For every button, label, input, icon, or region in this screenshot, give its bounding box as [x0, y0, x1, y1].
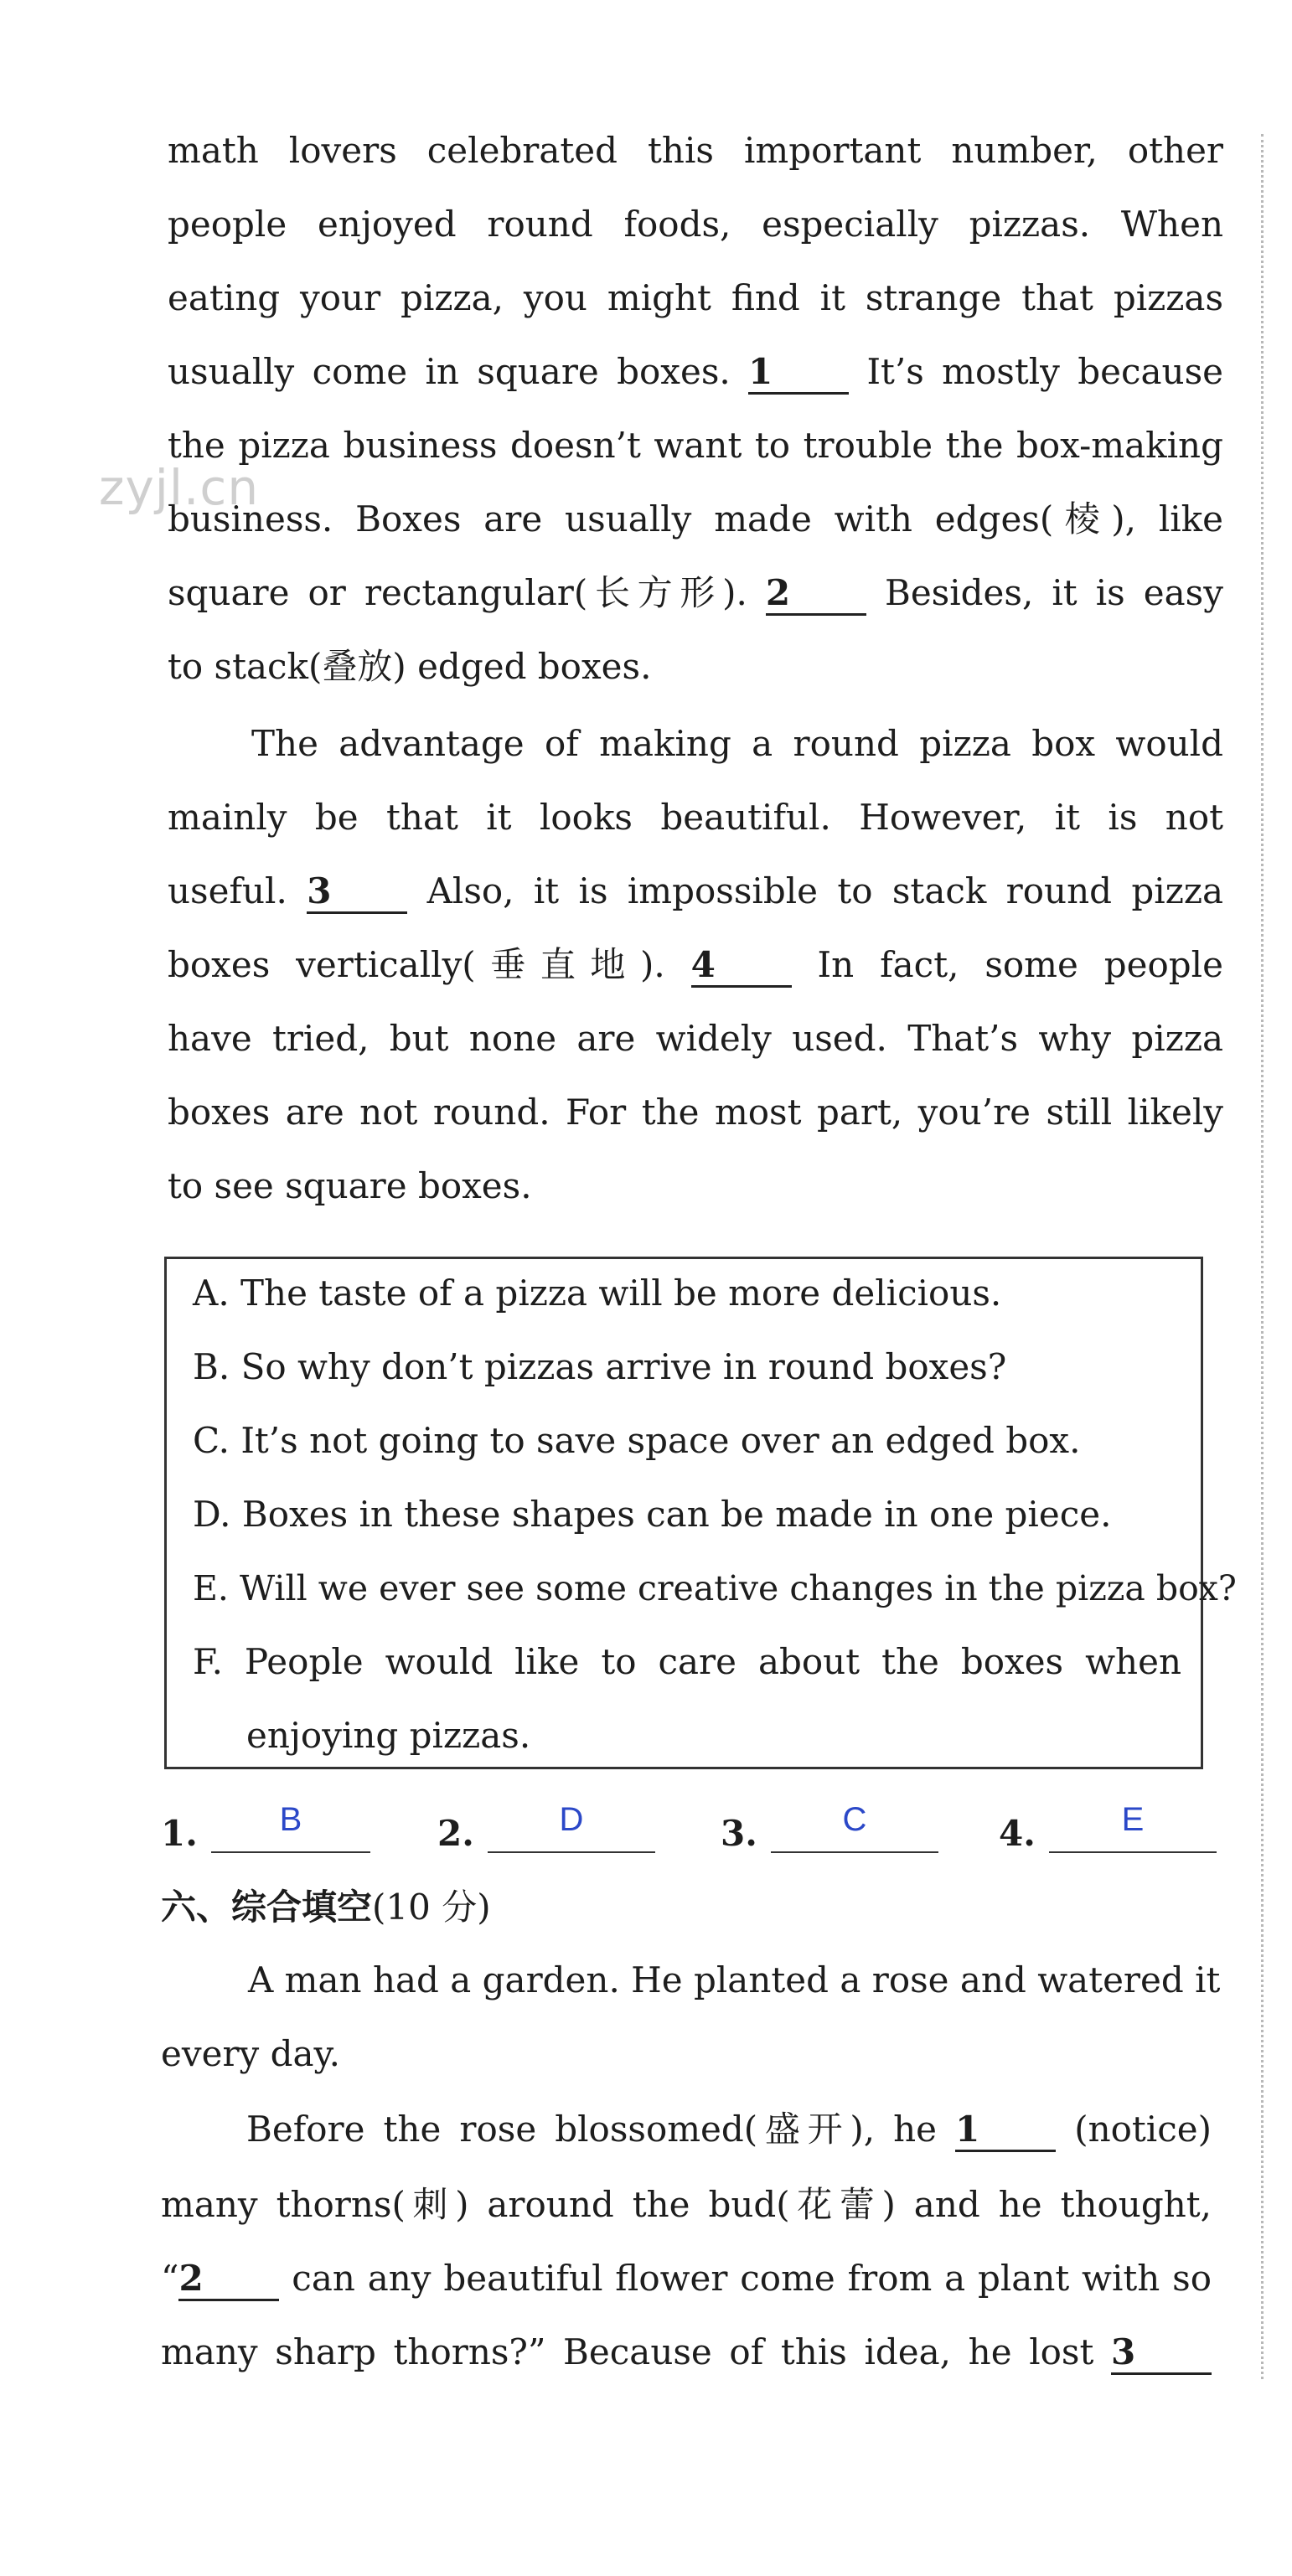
passage1-text: square or rectangular(长方形). — [168, 572, 747, 613]
answer-value[interactable]: E — [1121, 1801, 1145, 1838]
answer-line — [771, 1851, 938, 1853]
option-b: B. So why don’t pizzas arrive in round boxes? — [193, 1346, 1007, 1387]
passage1-line — [168, 348, 1223, 395]
answer-line — [211, 1851, 370, 1853]
passage1-line: math lovers celebrated this important number, other — [168, 130, 1223, 171]
passage2-text: many sharp thorns?” Because of this idea, he lost — [161, 2331, 1094, 2372]
passage2-text: Before the rose blossomed(盛开), he — [246, 2109, 938, 2150]
answer-value[interactable]: C — [842, 1801, 867, 1838]
passage2-line: A man had a garden. He planted a rose and watered it — [248, 1959, 1221, 2000]
passage2-line: many thorns(刺) around the bud(花蕾) and he thought, — [161, 2184, 1212, 2225]
margin-dotted-line — [1261, 134, 1264, 2379]
passage1-line: to see square boxes. — [168, 1165, 532, 1206]
answer-value[interactable]: D — [559, 1801, 584, 1838]
answer-line — [488, 1851, 655, 1853]
passage1-line: business. Boxes are usually made with edges(棱), like — [168, 498, 1223, 539]
passage1-text: usually come in square boxes. — [168, 351, 731, 392]
answer-value[interactable]: B — [279, 1801, 302, 1838]
answer-number: 4. — [999, 1813, 1036, 1854]
option-f-continued: enjoying pizzas. — [246, 1715, 531, 1756]
passage1-line: eating your pizza, you might find it strange that pizzas — [168, 277, 1223, 318]
passage2-line — [246, 2106, 1212, 2153]
passage1-text: boxes vertically(垂直地). — [168, 944, 665, 985]
passage1-line: boxes are not round. For the most part, you’re still likely — [168, 1092, 1223, 1133]
answer-line — [1049, 1851, 1217, 1853]
section-title-text: 六、综合填空 — [161, 1887, 373, 1928]
passage1-line: mainly be that it looks beautiful. However, it is not — [168, 797, 1223, 838]
answer-number: 1. — [161, 1813, 198, 1854]
answer-1 — [161, 1801, 379, 1855]
passage1-line: people enjoyed round foods, especially pizzas. When — [168, 204, 1223, 245]
blank-3[interactable]: 3 — [307, 871, 407, 914]
passage1-line: the pizza business doesn’t want to trouble the box-making — [168, 425, 1223, 466]
passage1-text: useful. — [168, 870, 287, 911]
answer-2 — [437, 1801, 655, 1855]
option-a: A. The taste of a pizza will be more delicious. — [193, 1273, 1002, 1314]
blank-1[interactable]: 1 — [955, 2109, 1056, 2152]
passage1-line: have tried, but none are widely used. That’s why pizza — [168, 1018, 1223, 1059]
blank-2[interactable]: 2 — [766, 573, 866, 616]
answer-number: 3. — [721, 1813, 757, 1854]
answer-number: 2. — [437, 1813, 474, 1854]
passage1-line — [168, 942, 1223, 989]
section-title — [161, 1880, 491, 1930]
passage2-line — [161, 2255, 1212, 2302]
passage2-text: “ — [161, 2258, 179, 2299]
passage2-text: can any beautiful flower come from a plant with so — [292, 2258, 1212, 2299]
passage1-text: In fact, some people — [817, 944, 1223, 985]
passage1-line — [168, 570, 1223, 617]
answer-4 — [999, 1801, 1217, 1855]
passage2-text: (notice) — [1074, 2109, 1212, 2150]
passage1-text: It’s mostly because — [866, 351, 1223, 392]
passage1-line: to stack(叠放) edged boxes. — [168, 646, 652, 687]
passage1-line — [168, 868, 1223, 915]
answer-row — [161, 1801, 1217, 1860]
option-e: E. Will we ever see some creative changes in the pizza box? — [193, 1568, 1237, 1608]
blank-1[interactable]: 1 — [748, 352, 849, 395]
blank-4[interactable]: 4 — [691, 945, 792, 988]
passage1-line: The advantage of making a round pizza box would — [251, 723, 1223, 764]
blank-3[interactable]: 3 — [1111, 2332, 1212, 2375]
passage1-text: Besides, it is easy — [884, 572, 1223, 613]
watermark: zyjl.cn — [99, 459, 260, 516]
answer-3 — [721, 1801, 938, 1855]
blank-2[interactable]: 2 — [178, 2259, 279, 2301]
passage2-line — [161, 2329, 1212, 2376]
section-score: (10 分) — [372, 1887, 491, 1928]
option-f: F. People would like to care about the boxes when — [193, 1641, 1181, 1682]
option-d: D. Boxes in these shapes can be made in one piece. — [193, 1494, 1112, 1535]
option-c: C. It’s not going to save space over an edged box. — [193, 1420, 1081, 1461]
passage2-line: every day. — [161, 2033, 341, 2074]
passage1-text: Also, it is impossible to stack round pizza — [426, 870, 1223, 911]
